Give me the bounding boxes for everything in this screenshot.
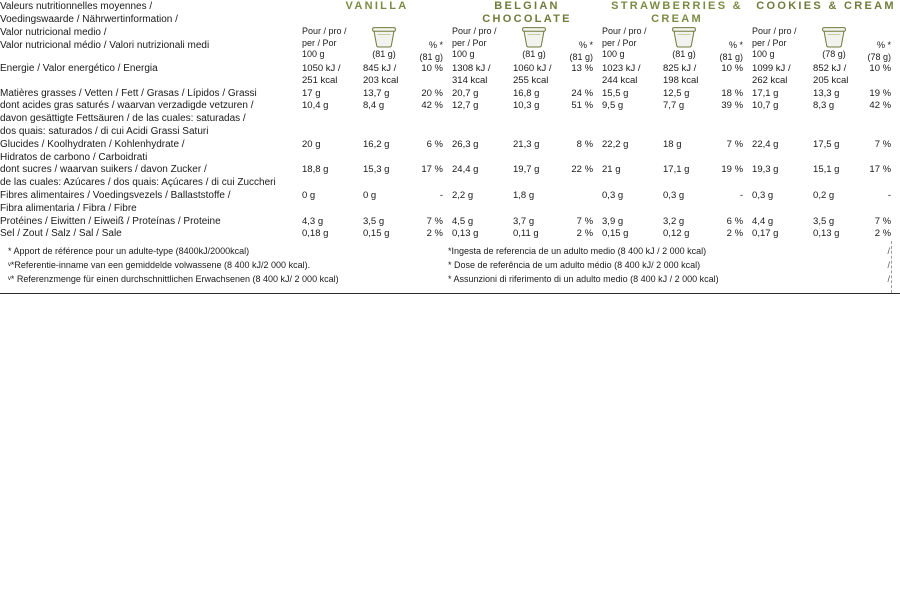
cell-value: 1060 kJ / 255 kcal — [513, 62, 552, 87]
footnote-pt: * Dose de referência de um adulto médio (8 400 kJ/ 2 000 kcal) — [448, 260, 701, 271]
cell-value: 17,1 g — [752, 87, 779, 99]
unit-portion-vanilla — [354, 26, 414, 63]
unit-portion-cookies-cream — [804, 26, 864, 63]
row-label — [0, 164, 302, 190]
unit-percent-label: % * — [579, 40, 594, 51]
flavour-label-cookies-cream: COOKIES & CREAM — [756, 0, 896, 12]
unit-per100g-vanilla — [302, 26, 354, 63]
cell-value: 17,1 g — [663, 164, 690, 176]
row-label-sub: de las cuales: Azúcares / dos quais: Açúcares / di cui Zuccheri — [0, 177, 276, 189]
cell-value: 0,12 g — [663, 228, 690, 240]
unit-percent-belgian-chocolate — [564, 26, 602, 63]
cell-value: 0,3 g — [752, 189, 774, 201]
cell-value: 1,8 g — [513, 189, 535, 201]
row-label — [0, 63, 302, 88]
table-row — [0, 164, 900, 190]
unit-per100g-belgian-chocolate — [452, 26, 504, 63]
ice-cream-pot-icon — [671, 26, 697, 48]
footnotes — [0, 241, 900, 293]
cell-value: 0 g — [302, 189, 316, 201]
footnotes-left — [8, 245, 448, 287]
cell-value: - — [887, 189, 892, 201]
unit-line-1: Pour / pro / — [602, 26, 647, 37]
cell-value: 8,4 g — [363, 100, 385, 112]
cell-value: 10,3 g — [513, 100, 540, 112]
unit-percent-cookies-cream — [864, 26, 900, 63]
row-label-sub: davon gesättigte Fettsäuren / de las cuales: saturadas / — [0, 113, 246, 125]
cell-value: 7,7 g — [663, 100, 685, 112]
cell-value — [564, 190, 602, 216]
cell-value: 0,3 g — [602, 189, 624, 201]
unit-portion-belgian-chocolate — [504, 26, 564, 63]
cell-value: 7 % — [874, 215, 892, 227]
cell-value: 22,4 g — [752, 138, 779, 150]
nutrition-table — [0, 0, 900, 241]
cell-value: - — [439, 189, 443, 201]
unit-percent-portion: (78 g) — [867, 51, 892, 62]
footnotes-right — [448, 245, 888, 287]
cell-value: 825 kJ / 198 kcal — [663, 62, 699, 87]
cell-value: 39 % — [721, 100, 744, 112]
footnote-nl: ᵛ*Referentie-inname van een gemiddelde volwassene (8 400 kJ/2 000 kcal). — [8, 260, 311, 271]
cell-value: 0,13 g — [813, 228, 840, 240]
header-title-line-4: Valor nutricional médio / Valori nutrizionali medi — [0, 40, 210, 51]
cell-value: 17 g — [302, 87, 321, 99]
cell-value: 51 % — [571, 100, 594, 112]
cell-value: 20 % — [421, 87, 443, 99]
cell-value: 20 g — [302, 138, 321, 150]
unit-line-3: 100 g — [452, 48, 475, 59]
cell-value: 8,3 g — [813, 100, 835, 112]
cell-value: 7 % — [576, 215, 594, 227]
unit-portion-weight: (81 g) — [372, 49, 396, 60]
unit-line-1: Pour / pro / — [752, 26, 797, 37]
table-row — [0, 190, 900, 216]
cell-value: 8 % — [576, 138, 594, 150]
cell-value: 22,2 g — [602, 138, 629, 150]
flavour-label-vanilla: VANILLA — [345, 0, 409, 12]
header-title-line-2: Voedingswaarde / Nährwertinformation / — [0, 14, 178, 25]
unit-line-2: per / Por — [752, 37, 787, 48]
row-label — [0, 216, 302, 229]
cell-value: 7 % — [726, 138, 744, 150]
row-label — [0, 88, 302, 101]
cell-value: 6 % — [426, 138, 443, 150]
cell-value: 0,3 g — [663, 189, 685, 201]
table-row — [0, 228, 900, 241]
unit-line-3: 100 g — [602, 48, 625, 59]
cell-value: 18 % — [721, 87, 744, 99]
cell-value: 1050 kJ / 251 kcal — [302, 62, 341, 87]
cell-value: 845 kJ / 203 kcal — [363, 62, 399, 87]
table-row — [0, 216, 900, 229]
footnote-mark-1: / — [887, 246, 890, 257]
cell-value: 1308 kJ / 314 kcal — [452, 62, 491, 87]
cell-value: 3,7 g — [513, 215, 535, 227]
header-title-line-3: Valor nutricional medio / — [0, 27, 107, 38]
cell-value: 17 % — [869, 164, 892, 176]
footnote-fr: * Apport de référence pour un adulte-type (8400kJ/2000kcal) — [8, 246, 250, 257]
cell-value: 10 % — [721, 62, 744, 74]
cell-value: - — [739, 189, 744, 201]
flavour-header-belgian-chocolate — [452, 0, 602, 26]
cell-value: 16,8 g — [513, 87, 540, 99]
flavour-label-strawberries-cream: STRAWBERRIES & CREAM — [611, 0, 743, 26]
unit-line-2: per / Por — [452, 37, 487, 48]
unit-percent-vanilla — [414, 26, 452, 63]
cell-value: 20,7 g — [452, 87, 479, 99]
cell-value: 21,3 g — [513, 138, 540, 150]
footnote-es: *Ingesta de referencia de un adulto medio (8 400 kJ / 2 000 kcal) — [448, 246, 707, 257]
cell-value: 0,17 g — [752, 228, 779, 240]
cell-value: 16,2 g — [363, 138, 390, 150]
footnote-mark-3: / — [887, 274, 890, 285]
row-label-sub: Hidratos de carbono / Carboidrati — [0, 151, 148, 163]
ice-cream-pot-icon — [371, 26, 397, 48]
table-row — [0, 88, 900, 101]
unit-portion-weight: (78 g) — [822, 49, 846, 60]
table-row — [0, 139, 900, 165]
cell-value: 0 g — [363, 189, 377, 201]
cell-value: 10,7 g — [752, 100, 779, 112]
cell-value: 19,7 g — [513, 164, 540, 176]
cell-value: 15,3 g — [363, 164, 390, 176]
cell-value: 2 % — [874, 228, 892, 240]
cell-value: 15,5 g — [602, 87, 629, 99]
flavour-header-vanilla — [302, 0, 452, 26]
row-label-main: Energie / Valor energético / Energia — [0, 62, 158, 74]
row-label-main: Matières grasses / Vetten / Fett / Grasas / Lípidos / Grassi — [0, 87, 257, 99]
cell-value: 42 % — [869, 100, 892, 112]
unit-line-3: 100 g — [302, 48, 325, 59]
cell-value: 10 % — [869, 62, 892, 74]
cell-value: 26,3 g — [452, 138, 479, 150]
footnote-de: ᵛ* Referenzmenge für einen durchschnittlichen Erwachsenen (8 400 kJ/ 2 000 kcal) — [8, 274, 339, 284]
cell-value: 22 % — [571, 164, 594, 176]
unit-percent-portion: (81 g) — [569, 51, 594, 62]
unit-percent-label: % * — [428, 40, 443, 51]
cell-value: 2 % — [726, 228, 744, 240]
footnote-mark-2: / — [887, 260, 890, 271]
cell-value: 0,11 g — [513, 228, 539, 240]
unit-percent-portion: (81 g) — [419, 51, 443, 62]
row-label-sub: Fibra alimentaria / Fibra / Fibre — [0, 202, 137, 214]
cell-value: 4,5 g — [452, 215, 474, 227]
right-edge-dashed-rule — [891, 241, 892, 293]
unit-portion-weight: (81 g) — [522, 49, 546, 60]
unit-line-1: Pour / pro / — [302, 26, 347, 37]
cell-value: 12,5 g — [663, 87, 690, 99]
table-row — [0, 63, 900, 88]
unit-percent-strawberries-cream — [714, 26, 752, 63]
unit-percent-label: % * — [877, 40, 892, 51]
unit-portion-weight: (81 g) — [672, 49, 696, 60]
cell-value: 4,4 g — [752, 215, 774, 227]
unit-line-2: per / Por — [302, 37, 337, 48]
cell-value: 7 % — [874, 138, 892, 150]
unit-per100g-strawberries-cream — [602, 26, 654, 63]
cell-value: 1023 kJ / 244 kcal — [602, 62, 641, 87]
unit-line-2: per / Por — [602, 37, 637, 48]
cell-value: 24 % — [571, 87, 594, 99]
ice-cream-pot-icon — [521, 26, 547, 48]
row-label-main: Glucides / Koolhydraten / Kohlenhydrate / — [0, 138, 185, 150]
row-label — [0, 139, 302, 165]
cell-value: 18 g — [663, 138, 682, 150]
footnote-it: * Assunzioni di riferimento di un adulto medio (8 400 kJ / 2 000 kcal) — [448, 274, 719, 284]
row-label-main: dont sucres / waarvan suikers / davon Zucker / — [0, 164, 207, 176]
cell-value: 15,1 g — [813, 164, 840, 176]
cell-value: 2 % — [576, 228, 594, 240]
cell-value: 21 g — [602, 164, 621, 176]
header-title — [0, 0, 302, 63]
table-header-flavours — [0, 0, 900, 26]
cell-value: 0,2 g — [813, 189, 835, 201]
cell-value: 7 % — [426, 215, 443, 227]
cell-value: 18,8 g — [302, 164, 329, 176]
cell-value: 19 % — [869, 87, 892, 99]
cell-value: 852 kJ / 205 kcal — [813, 62, 849, 87]
flavour-header-cookies-cream — [752, 0, 900, 26]
flavour-header-strawberries-cream — [602, 0, 752, 26]
row-label — [0, 190, 302, 216]
unit-line-3: 100 g — [752, 48, 775, 59]
cell-value: 2,2 g — [452, 189, 474, 201]
cell-value: 17,5 g — [813, 138, 840, 150]
unit-percent-label: % * — [729, 40, 744, 51]
row-label — [0, 228, 302, 241]
cell-value: 1099 kJ / 262 kcal — [752, 62, 791, 87]
cell-value: 13 % — [571, 62, 594, 74]
header-title-line-1: Valeurs nutritionnelles moyennes / — [0, 1, 153, 12]
cell-value: 12,7 g — [452, 100, 479, 112]
row-label-sub: dos quais: saturados / di cui Acidi Grassi Saturi — [0, 125, 209, 137]
unit-portion-strawberries-cream — [654, 26, 714, 63]
cell-value: 13,7 g — [363, 87, 390, 99]
cell-value: 0,15 g — [363, 228, 390, 240]
bottom-rule — [0, 293, 900, 294]
cell-value: 0,13 g — [452, 228, 479, 240]
row-label-main: Sel / Zout / Salz / Sal / Sale — [0, 228, 122, 240]
cell-value: 2 % — [426, 228, 443, 240]
ice-cream-pot-icon — [821, 26, 847, 48]
unit-per100g-cookies-cream — [752, 26, 804, 63]
flavour-label-belgian-chocolate: BELGIAN CHOCOLATE — [482, 0, 572, 26]
row-label-main: dont acides gras saturés / waarvan verzadigde vetzuren / — [0, 100, 254, 112]
cell-value: 3,2 g — [663, 215, 685, 227]
row-label — [0, 100, 302, 138]
cell-value: 10,4 g — [302, 100, 329, 112]
cell-value: 24,4 g — [452, 164, 479, 176]
cell-value: 19 % — [721, 164, 744, 176]
cell-value: 17 % — [421, 164, 443, 176]
row-label-main: Fibres alimentaires / Voedingsvezels / Ballaststoffe / — [0, 189, 231, 201]
cell-value: 3,9 g — [602, 215, 624, 227]
cell-value: 9,5 g — [602, 100, 624, 112]
cell-value: 3,5 g — [363, 215, 385, 227]
cell-value: 13,3 g — [813, 87, 840, 99]
row-label-main: Protéines / Eiwitten / Eiweiß / Proteínas / Proteine — [0, 215, 221, 227]
cell-value: 0,18 g — [302, 228, 329, 240]
table-row — [0, 100, 900, 138]
cell-value: 19,3 g — [752, 164, 779, 176]
cell-value: 3,5 g — [813, 215, 835, 227]
cell-value: 42 % — [421, 100, 443, 112]
unit-percent-portion: (81 g) — [719, 51, 744, 62]
nutrition-rows — [0, 63, 900, 241]
cell-value: 6 % — [726, 215, 744, 227]
cell-value: 4,3 g — [302, 215, 324, 227]
cell-value: 10 % — [421, 62, 443, 74]
cell-value: 0,15 g — [602, 228, 629, 240]
unit-line-1: Pour / pro / — [452, 26, 497, 37]
